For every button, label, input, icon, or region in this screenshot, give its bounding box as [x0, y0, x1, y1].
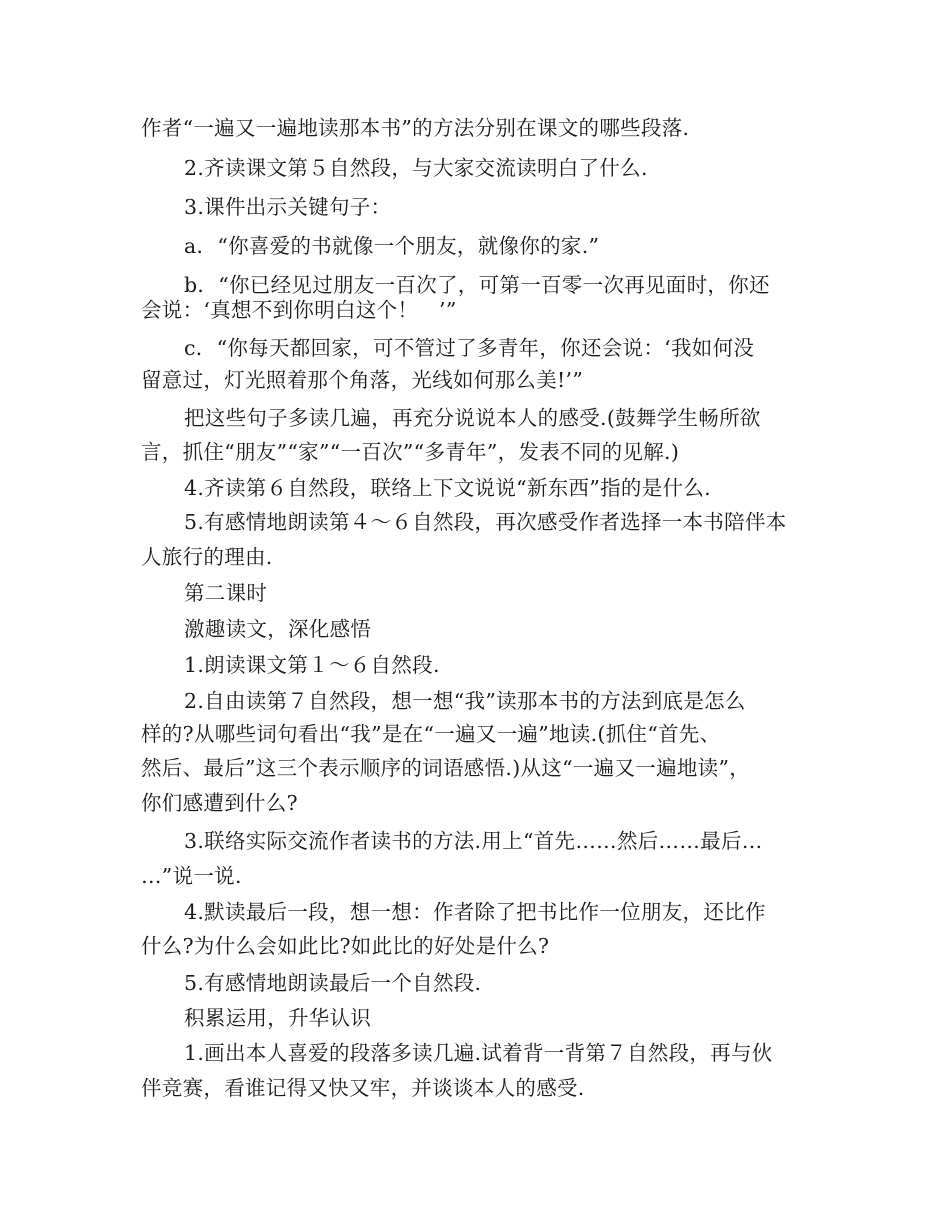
section-heading: 积累运用，升华认识 — [184, 1006, 372, 1030]
text-line: 4.默读最后一段，想一想：作者除了把书比作一位朋友，还比作 — [184, 900, 766, 924]
text-line: 人旅行的理由. — [141, 545, 273, 569]
text-line: 什么?为什么会如此比?如此比的好处是什么? — [141, 934, 550, 958]
text-line: a．“你喜爱的书就像一个朋友，就像你的家.” — [184, 234, 600, 258]
text-line: 你们感遭到什么? — [141, 791, 298, 815]
text-line: c．“你每天都回家，可不管过了多青年，你还会说：‘我如何没 — [184, 336, 755, 360]
text-line: …”说一说. — [141, 864, 242, 888]
text-line: 留意过，灯光照着那个角落，光线如何那么美!’” — [141, 368, 584, 392]
text-line: 伴竞赛，看谁记得又快又牢，并谈谈本人的感受. — [141, 1076, 585, 1100]
text-line: 会说：‘真想不到你明白这个！ ’” — [141, 298, 457, 322]
section-heading: 激趣读文，深化感悟 — [184, 617, 372, 641]
text-line: 3.课件出示关键句子： — [184, 195, 392, 219]
text-line: 5.有感情地朗读第４～６自然段，再次感受作者选择一本书陪伴本 — [184, 510, 787, 534]
text-line: 样的?从哪些词句看出“我”是在“一遍又一遍”地读.(抓住“首先、 — [141, 722, 721, 746]
text-line: 1.画出本人喜爱的段落多读几遍.试着背一背第７自然段，再与伙 — [184, 1041, 773, 1065]
text-line: 言，抓住“朋友”“家”“一百次”“多青年”，发表不同的见解.) — [141, 440, 680, 464]
text-line: 2.自由读第７自然段，想一想“我”读那本书的方法到底是怎么 — [184, 689, 746, 713]
text-line: 作者“一遍又一遍地读那本书”的方法分别在课文的哪些段落. — [141, 116, 690, 140]
text-line: 4.齐读第６自然段，联络上下文说说“新东西”指的是什么. — [184, 476, 711, 500]
text-line: 5.有感情地朗读最后一个自然段. — [184, 971, 482, 995]
text-line: 1.朗读课文第１～６自然段. — [184, 653, 440, 677]
text-line: 3.联络实际交流作者读书的方法.用上“首先……然后……最后… — [184, 829, 763, 853]
text-line: 把这些句子多读几遍，再充分说说本人的感受.(鼓舞学生畅所欲 — [184, 406, 761, 430]
section-heading: 第二课时 — [184, 581, 268, 605]
text-line: 2.齐读课文第５自然段，与大家交流读明白了什么. — [184, 156, 648, 180]
text-line: 然后、最后”这三个表示顺序的词语感悟.)从这“一遍又一遍地读”， — [141, 756, 751, 780]
text-line: b．“你已经见过朋友一百次了，可第一百零一次再见面时，你还 — [184, 273, 770, 297]
